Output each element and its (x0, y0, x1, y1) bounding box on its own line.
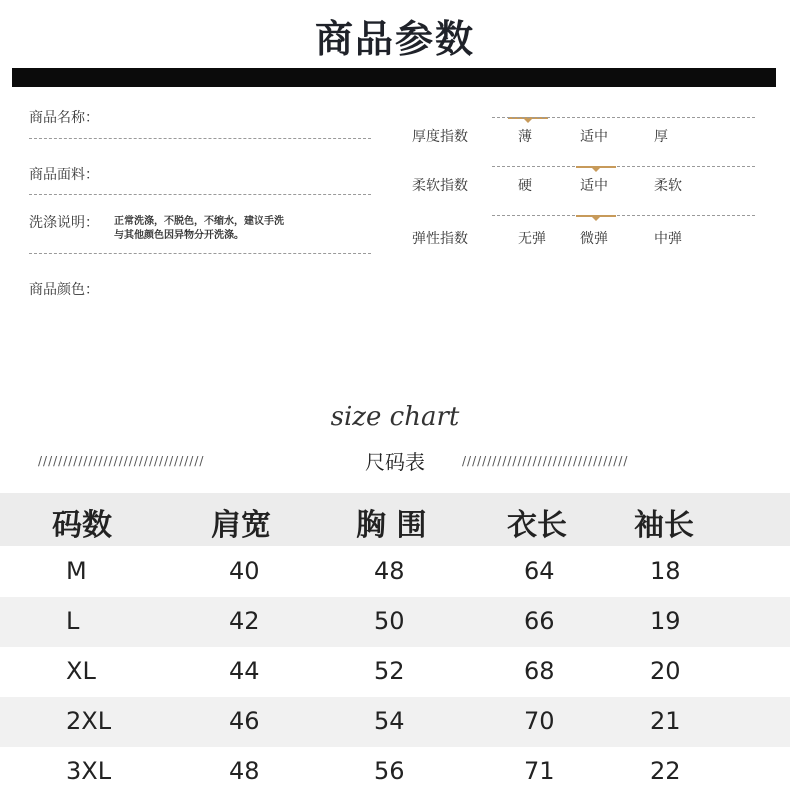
care-label: 洗涤说明： (29, 215, 99, 231)
care-line-1: 正常洗涤，不脱色，不缩水，建议手洗 (114, 216, 284, 227)
header-chest: 胸 围 (356, 508, 427, 543)
table-cell: 18 (650, 557, 681, 585)
thickness-option-medium: 适中 (580, 129, 608, 145)
table-cell: M (66, 557, 87, 585)
table-cell: 56 (374, 757, 405, 785)
header-length: 衣长 (507, 508, 567, 543)
selected-marker (576, 215, 616, 217)
softness-index-label: 柔软指数 (412, 178, 468, 194)
header-shoulder: 肩宽 (211, 508, 271, 543)
table-cell: 54 (374, 707, 405, 735)
table-cell: 50 (374, 607, 405, 635)
table-cell: XL (66, 657, 96, 685)
size-chart-title: 尺码表 (365, 450, 425, 474)
elasticity-index-label: 弹性指数 (412, 231, 468, 247)
table-cell: 19 (650, 607, 681, 635)
size-chart-script-title: size chart (330, 402, 460, 432)
header-sleeve: 袖长 (634, 508, 694, 543)
page-title: 商品参数 (314, 17, 475, 61)
table-cell: 20 (650, 657, 681, 685)
divider (29, 194, 371, 195)
product-fabric-label: 商品面料： (29, 167, 99, 183)
divider (492, 166, 755, 167)
header-size: 码数 (52, 508, 112, 543)
elasticity-option-slight: 微弹 (580, 231, 608, 247)
table-cell: 48 (229, 757, 260, 785)
elasticity-option-none: 无弹 (518, 231, 546, 247)
softness-option-hard: 硬 (518, 178, 532, 194)
table-cell: 3XL (66, 757, 112, 785)
selected-marker (576, 166, 616, 168)
divider (492, 215, 755, 216)
thickness-option-thick: 厚 (654, 129, 668, 145)
table-cell: 21 (650, 707, 681, 735)
table-cell: 46 (229, 707, 260, 735)
decorative-slashes-left: ///////////////////////////////// (38, 454, 205, 468)
care-line-2: 与其他颜色因异物分开洗涤。 (114, 230, 244, 241)
softness-option-medium: 适中 (580, 178, 608, 194)
table-cell: 42 (229, 607, 260, 635)
header-bar (12, 68, 776, 87)
softness-option-soft: 柔软 (654, 178, 682, 194)
product-color-label: 商品颜色： (29, 282, 99, 298)
divider (29, 138, 371, 139)
table-cell: 71 (524, 757, 555, 785)
divider (492, 117, 755, 118)
table-cell: 48 (374, 557, 405, 585)
table-cell: 52 (374, 657, 405, 685)
table-cell: 40 (229, 557, 260, 585)
product-name-label: 商品名称： (29, 110, 99, 126)
table-cell: 44 (229, 657, 260, 685)
divider (29, 253, 371, 254)
table-cell: 70 (524, 707, 555, 735)
table-cell: 66 (524, 607, 555, 635)
table-cell: 22 (650, 757, 681, 785)
table-cell: 68 (524, 657, 555, 685)
thickness-index-label: 厚度指数 (412, 129, 468, 145)
elasticity-option-medium: 中弹 (654, 231, 682, 247)
care-instructions (114, 215, 284, 243)
table-cell: 64 (524, 557, 555, 585)
table-cell: L (66, 607, 80, 635)
decorative-slashes-right: ///////////////////////////////// (462, 454, 629, 468)
thickness-option-thin: 薄 (518, 129, 532, 145)
table-cell: 2XL (66, 707, 112, 735)
